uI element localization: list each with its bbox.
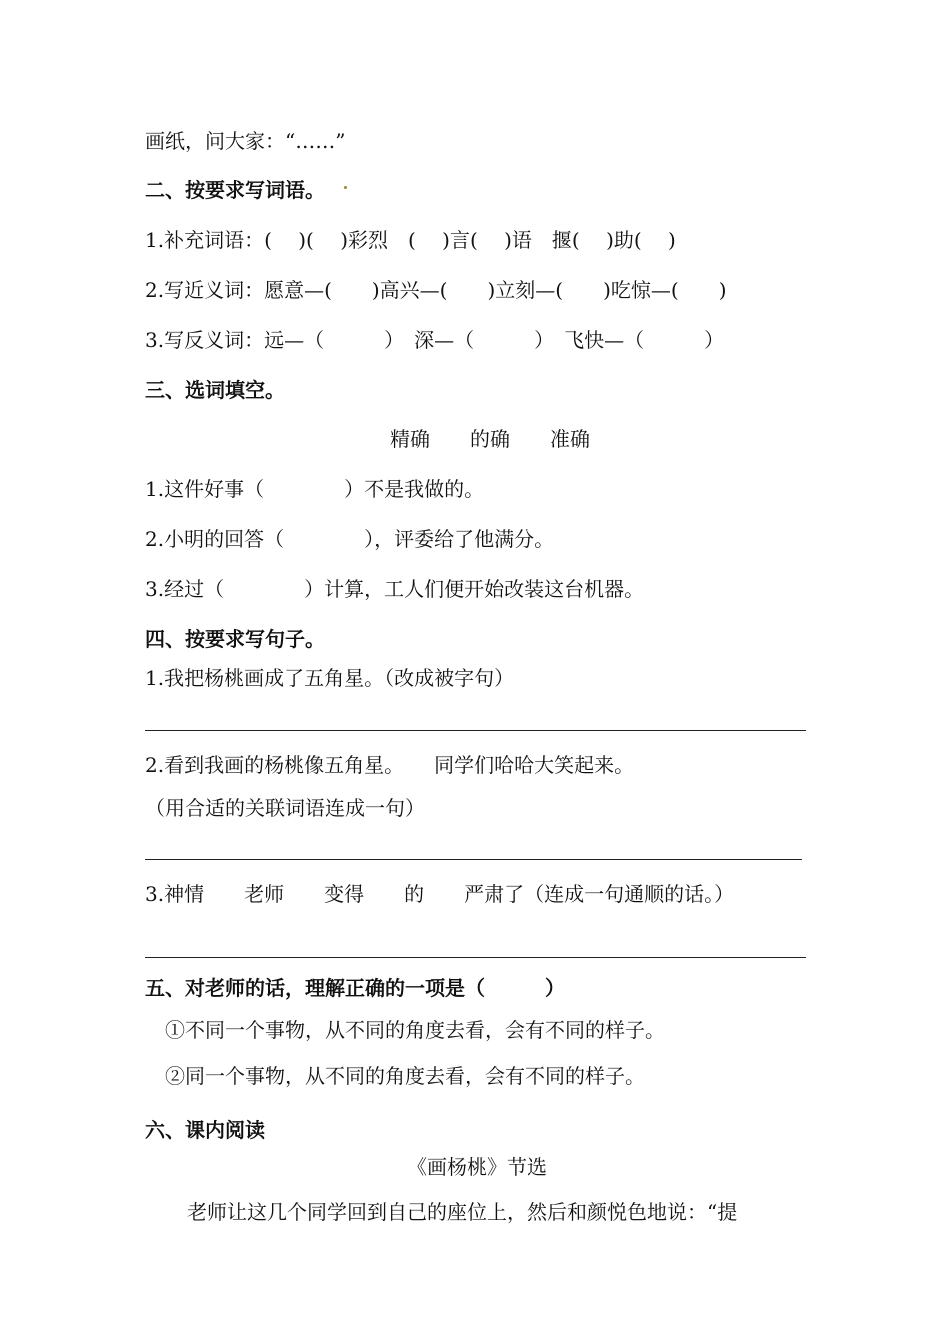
section-6-heading: 六、课内阅读 [145,1118,265,1142]
section-2-q3: 3.写反义词：远—（ ） 深—（ ） 飞快—（ ） [145,328,725,352]
stray-dot [344,186,347,189]
section-5-option-1: ①不同一个事物，从不同的角度去看，会有不同的样子。 [165,1018,665,1042]
section-4-heading: 四、按要求写句子。 [145,627,325,651]
section-4-q1: 1.我把杨桃画成了五角星。（改成被字句） [145,666,515,690]
intro-line: 画纸，问大家：“……” [145,129,346,153]
answer-line-1[interactable] [145,730,806,731]
reading-paragraph: 老师让这几个同学回到自己的座位上，然后和颜悦色地说：“提 [187,1200,738,1224]
section-4-q2-instruction: （用合适的关联词语连成一句） [145,796,425,820]
section-3-q1: 1.这件好事（ ）不是我做的。 [145,477,485,501]
section-3-q3: 3.经过（ ）计算，工人们便开始改装这台机器。 [145,577,645,601]
section-4-q3: 3.神情 老师 变得 的 严肃了（连成一句通顺的话。） [145,882,735,906]
section-3-heading: 三、选词填空。 [145,378,285,402]
section-3-options: 精确 的确 准确 [390,427,590,451]
answer-line-3[interactable] [145,957,806,958]
section-5-option-2: ②同一个事物，从不同的角度去看，会有不同的样子。 [165,1064,645,1088]
answer-line-2[interactable] [145,859,802,860]
section-2-q2: 2.写近义词：愿意—( )高兴—( )立刻—( )吃惊—( ) [145,278,727,302]
section-2-q1: 1.补充词语：( )( )彩烈 ( )言( )语 揠( )助( ) [145,228,676,252]
section-2-heading: 二、按要求写词语。 [145,178,325,202]
section-4-q2: 2.看到我画的杨桃像五角星。 同学们哈哈大笑起来。 [145,753,635,777]
section-5-heading: 五、对老师的话，理解正确的一项是（ ） [145,976,565,1000]
reading-title: 《画杨桃》节选 [407,1155,547,1179]
section-3-q2: 2.小明的回答（ ），评委给了他满分。 [145,527,555,551]
